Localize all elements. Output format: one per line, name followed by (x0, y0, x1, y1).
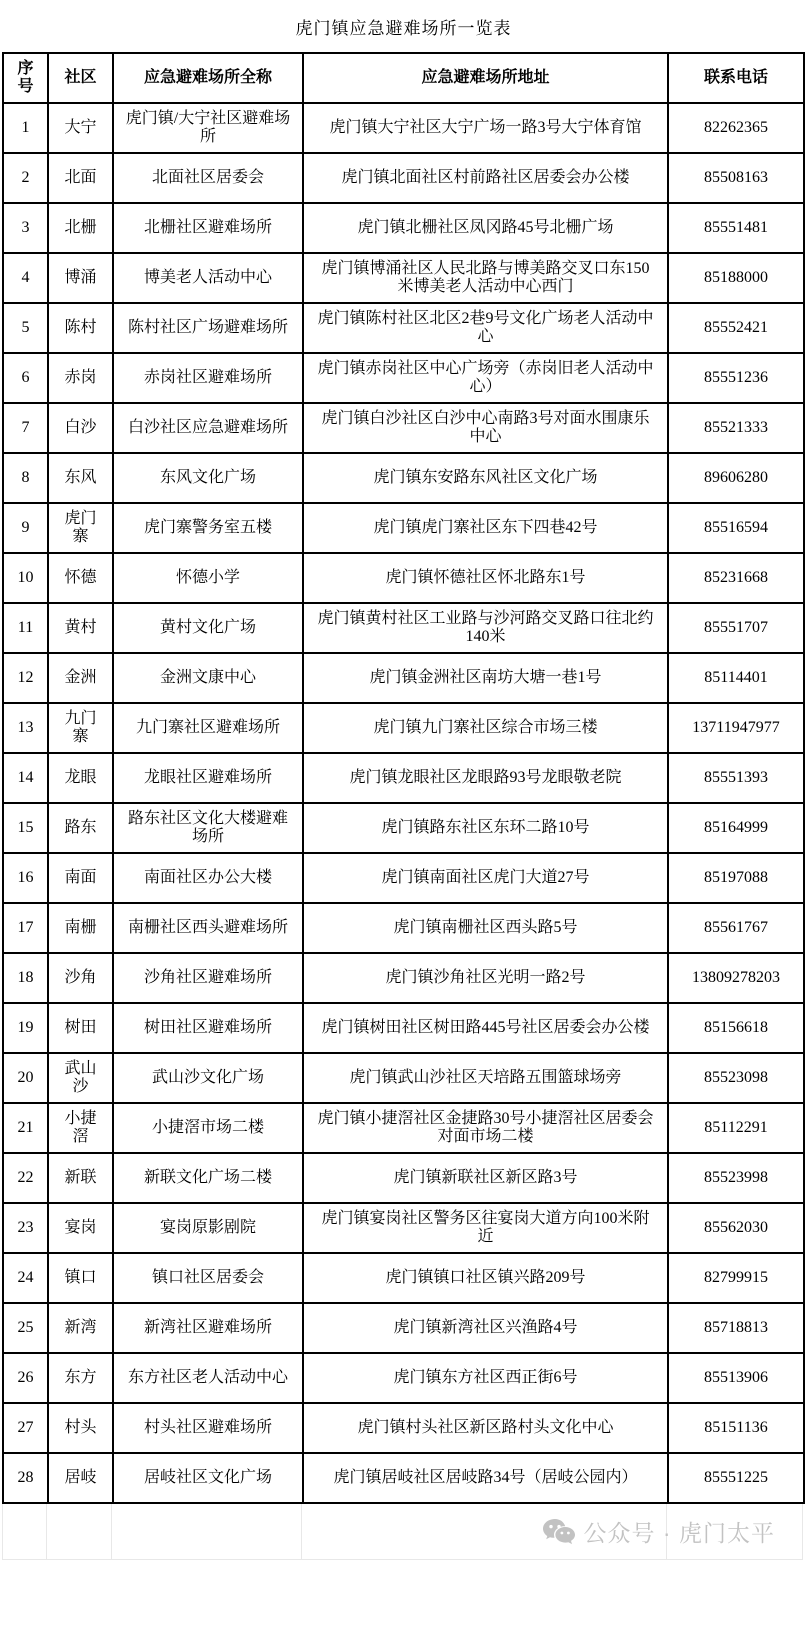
cell-name: 小捷滘市场二楼 (113, 1103, 303, 1153)
cell-address: 虎门镇白沙社区白沙中心南路3号对面水围康乐中心 (303, 403, 668, 453)
cell-no: 24 (3, 1253, 48, 1303)
table-row (3, 103, 804, 153)
cell-community: 镇口 (48, 1253, 113, 1303)
cell-phone: 13711947977 (668, 703, 804, 753)
cell-no: 2 (3, 153, 48, 203)
cell-phone: 85231668 (668, 553, 804, 603)
table-row (3, 1053, 804, 1103)
cell-no: 26 (3, 1353, 48, 1403)
cell-phone: 85164999 (668, 803, 804, 853)
cell-name: 黄村文化广场 (113, 603, 303, 653)
column-header-no: 序号 (3, 53, 48, 103)
table-row (3, 1203, 804, 1253)
cell-phone: 85523098 (668, 1053, 804, 1103)
table-row (3, 803, 804, 853)
cell-name: 金洲文康中心 (113, 653, 303, 703)
cell-phone: 85521333 (668, 403, 804, 453)
cell-address: 虎门镇九门寨社区综合市场三楼 (303, 703, 668, 753)
cell-community: 陈村 (48, 303, 113, 353)
column-header-community: 社区 (48, 53, 113, 103)
cell-name: 村头社区避难场所 (113, 1403, 303, 1453)
cell-no: 6 (3, 353, 48, 403)
shelter-table (2, 52, 805, 1504)
cell-address: 虎门镇赤岗社区中心广场旁（赤岗旧老人活动中心） (303, 353, 668, 403)
cell-community: 居岐 (48, 1453, 113, 1503)
cell-phone: 85551481 (668, 203, 804, 253)
cell-phone: 85114401 (668, 653, 804, 703)
cell-address: 虎门镇镇口社区镇兴路209号 (303, 1253, 668, 1303)
cell-name: 路东社区文化大楼避难场所 (113, 803, 303, 853)
table-row (3, 1353, 804, 1403)
watermark (542, 1504, 775, 1559)
watermark-text: 公众号 · 虎门太平 (583, 1520, 775, 1546)
cell-address: 虎门镇南面社区虎门大道27号 (303, 853, 668, 903)
wechat-icon (542, 1518, 576, 1546)
cell-phone: 85551225 (668, 1453, 804, 1503)
cell-community: 新联 (48, 1153, 113, 1203)
cell-phone: 89606280 (668, 453, 804, 503)
cell-no: 14 (3, 753, 48, 803)
cell-community: 北面 (48, 153, 113, 203)
cell-no: 12 (3, 653, 48, 703)
cell-community: 北栅 (48, 203, 113, 253)
cell-address: 虎门镇虎门寨社区东下四巷42号 (303, 503, 668, 553)
table-row (3, 703, 804, 753)
cell-phone: 85513906 (668, 1353, 804, 1403)
cell-no: 21 (3, 1103, 48, 1153)
footer-gridline-cell (112, 1504, 302, 1559)
cell-address: 虎门镇宴岗社区警务区往宴岗大道方向100米附近 (303, 1203, 668, 1253)
cell-no: 10 (3, 553, 48, 603)
table-row (3, 153, 804, 203)
cell-no: 27 (3, 1403, 48, 1453)
cell-no: 23 (3, 1203, 48, 1253)
cell-address: 虎门镇村头社区新区路村头文化中心 (303, 1403, 668, 1453)
cell-name: 宴岗原影剧院 (113, 1203, 303, 1253)
table-row (3, 603, 804, 653)
cell-no: 25 (3, 1303, 48, 1353)
cell-name: 新湾社区避难场所 (113, 1303, 303, 1353)
cell-no: 15 (3, 803, 48, 853)
cell-address: 虎门镇新湾社区兴渔路4号 (303, 1303, 668, 1353)
column-header-phone: 联系电话 (668, 53, 804, 103)
cell-address: 虎门镇武山沙社区天培路五围篮球场旁 (303, 1053, 668, 1103)
cell-name: 怀德小学 (113, 553, 303, 603)
cell-name: 北面社区居委会 (113, 153, 303, 203)
cell-phone: 85197088 (668, 853, 804, 903)
cell-name: 武山沙文化广场 (113, 1053, 303, 1103)
page-title: 虎门镇应急避难场所一览表 (295, 18, 512, 38)
cell-no: 20 (3, 1053, 48, 1103)
cell-no: 16 (3, 853, 48, 903)
cell-name: 虎门寨警务室五楼 (113, 503, 303, 553)
cell-community: 南栅 (48, 903, 113, 953)
table-row (3, 653, 804, 703)
cell-name: 白沙社区应急避难场所 (113, 403, 303, 453)
cell-no: 9 (3, 503, 48, 553)
header-row (3, 53, 804, 103)
cell-name: 龙眼社区避难场所 (113, 753, 303, 803)
cell-phone: 85561767 (668, 903, 804, 953)
cell-name: 陈村社区广场避难场所 (113, 303, 303, 353)
cell-phone: 82262365 (668, 103, 804, 153)
cell-no: 8 (3, 453, 48, 503)
cell-phone: 85551393 (668, 753, 804, 803)
cell-name: 居岐社区文化广场 (113, 1453, 303, 1503)
cell-community: 九门寨 (48, 703, 113, 753)
cell-no: 5 (3, 303, 48, 353)
cell-address: 虎门镇怀德社区怀北路东1号 (303, 553, 668, 603)
cell-phone: 85516594 (668, 503, 804, 553)
table-row (3, 503, 804, 553)
cell-name: 九门寨社区避难场所 (113, 703, 303, 753)
cell-community: 怀德 (48, 553, 113, 603)
table-row (3, 303, 804, 353)
cell-address: 虎门镇金洲社区南坊大塘一巷1号 (303, 653, 668, 703)
table-row (3, 1453, 804, 1503)
cell-phone: 13809278203 (668, 953, 804, 1003)
cell-address: 虎门镇博涌社区人民北路与博美路交叉口东150米博美老人活动中心西门 (303, 253, 668, 303)
cell-no: 11 (3, 603, 48, 653)
cell-community: 博涌 (48, 253, 113, 303)
cell-community: 黄村 (48, 603, 113, 653)
cell-name: 镇口社区居委会 (113, 1253, 303, 1303)
cell-name: 北栅社区避难场所 (113, 203, 303, 253)
table-row (3, 403, 804, 453)
cell-name: 东风文化广场 (113, 453, 303, 503)
cell-community: 虎门寨 (48, 503, 113, 553)
cell-community: 新湾 (48, 1303, 113, 1353)
cell-name: 树田社区避难场所 (113, 1003, 303, 1053)
cell-community: 沙角 (48, 953, 113, 1003)
cell-name: 虎门镇/大宁社区避难场所 (113, 103, 303, 153)
cell-phone: 82799915 (668, 1253, 804, 1303)
cell-address: 虎门镇南栅社区西头路5号 (303, 903, 668, 953)
cell-no: 3 (3, 203, 48, 253)
table-row (3, 1253, 804, 1303)
cell-no: 18 (3, 953, 48, 1003)
table-row (3, 953, 804, 1003)
cell-community: 东方 (48, 1353, 113, 1403)
cell-phone: 85156618 (668, 1003, 804, 1053)
table-row (3, 253, 804, 303)
cell-phone: 85562030 (668, 1203, 804, 1253)
cell-phone: 85552421 (668, 303, 804, 353)
column-header-name: 应急避难场所全称 (113, 53, 303, 103)
footer-gridline-cell (2, 1504, 47, 1559)
cell-community: 村头 (48, 1403, 113, 1453)
footer-gridline-cell (47, 1504, 112, 1559)
cell-community: 路东 (48, 803, 113, 853)
table-row (3, 353, 804, 403)
cell-phone: 85551236 (668, 353, 804, 403)
cell-phone: 85523998 (668, 1153, 804, 1203)
table-row (3, 1003, 804, 1053)
cell-no: 28 (3, 1453, 48, 1503)
cell-community: 小捷滘 (48, 1103, 113, 1153)
cell-phone: 85551707 (668, 603, 804, 653)
cell-address: 虎门镇新联社区新区路3号 (303, 1153, 668, 1203)
cell-address: 虎门镇东方社区西正街6号 (303, 1353, 668, 1403)
cell-address: 虎门镇北面社区村前路社区居委会办公楼 (303, 153, 668, 203)
cell-address: 虎门镇东安路东风社区文化广场 (303, 453, 668, 503)
cell-phone: 85718813 (668, 1303, 804, 1353)
cell-phone: 85508163 (668, 153, 804, 203)
cell-name: 东方社区老人活动中心 (113, 1353, 303, 1403)
table-row (3, 1103, 804, 1153)
table-row (3, 1403, 804, 1453)
cell-address: 虎门镇路东社区东环二路10号 (303, 803, 668, 853)
cell-no: 4 (3, 253, 48, 303)
cell-no: 19 (3, 1003, 48, 1053)
cell-phone: 85188000 (668, 253, 804, 303)
cell-community: 金洲 (48, 653, 113, 703)
table-row (3, 1303, 804, 1353)
cell-no: 17 (3, 903, 48, 953)
table-row (3, 853, 804, 903)
cell-no: 1 (3, 103, 48, 153)
cell-address: 虎门镇大宁社区大宁广场一路3号大宁体育馆 (303, 103, 668, 153)
cell-no: 7 (3, 403, 48, 453)
cell-community: 东风 (48, 453, 113, 503)
cell-address: 虎门镇沙角社区光明一路2号 (303, 953, 668, 1003)
cell-community: 赤岗 (48, 353, 113, 403)
cell-phone: 85151136 (668, 1403, 804, 1453)
cell-address: 虎门镇陈村社区北区2巷9号文化广场老人活动中心 (303, 303, 668, 353)
cell-community: 白沙 (48, 403, 113, 453)
cell-community: 大宁 (48, 103, 113, 153)
table-row (3, 553, 804, 603)
cell-name: 赤岗社区避难场所 (113, 353, 303, 403)
footer (2, 1504, 803, 1560)
table-row (3, 753, 804, 803)
cell-name: 博美老人活动中心 (113, 253, 303, 303)
column-header-address: 应急避难场所地址 (303, 53, 668, 103)
cell-phone: 85112291 (668, 1103, 804, 1153)
cell-name: 南面社区办公大楼 (113, 853, 303, 903)
table-body (3, 103, 804, 1503)
cell-name: 沙角社区避难场所 (113, 953, 303, 1003)
cell-community: 宴岗 (48, 1203, 113, 1253)
cell-address: 虎门镇黄村社区工业路与沙河路交叉路口往北约140米 (303, 603, 668, 653)
cell-address: 虎门镇小捷滘社区金捷路30号小捷滘社区居委会对面市场二楼 (303, 1103, 668, 1153)
cell-address: 虎门镇龙眼社区龙眼路93号龙眼敬老院 (303, 753, 668, 803)
cell-no: 22 (3, 1153, 48, 1203)
cell-community: 龙眼 (48, 753, 113, 803)
cell-name: 新联文化广场二楼 (113, 1153, 303, 1203)
cell-address: 虎门镇北栅社区凤冈路45号北栅广场 (303, 203, 668, 253)
cell-no: 13 (3, 703, 48, 753)
table-row (3, 453, 804, 503)
cell-community: 树田 (48, 1003, 113, 1053)
cell-address: 虎门镇居岐社区居岐路34号（居岐公园内） (303, 1453, 668, 1503)
cell-community: 武山沙 (48, 1053, 113, 1103)
table-row (3, 203, 804, 253)
table-row (3, 903, 804, 953)
table-row (3, 1153, 804, 1203)
cell-community: 南面 (48, 853, 113, 903)
cell-address: 虎门镇树田社区树田路445号社区居委会办公楼 (303, 1003, 668, 1053)
cell-name: 南栅社区西头避难场所 (113, 903, 303, 953)
